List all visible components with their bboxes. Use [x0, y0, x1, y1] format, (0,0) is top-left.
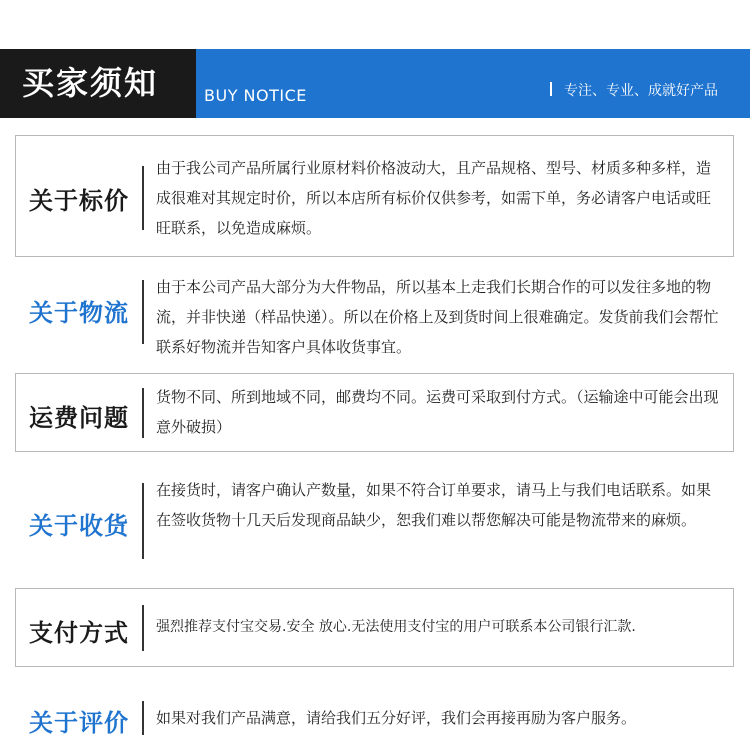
- section-text: 由于本公司产品大部分为大件物品，所以基本上走我们长期合作的可以发往多地的物流，并非快递（样品快递）。所以在价格上及到货时间上很难确定。发货前我们会帮忙联系好物流并告知客户具体收货事宜。: [156, 278, 719, 356]
- section-text: 货物不同、所到地域不同，邮费均不同。运费可采取到付方式。（运输途中可能会出现意外破损）: [156, 388, 719, 436]
- section-label: 关于评价: [29, 709, 129, 737]
- section-review: [15, 690, 734, 746]
- header-divider: [550, 82, 552, 96]
- section-divider: [142, 605, 144, 651]
- section-text: 由于我公司产品所属行业原材料价格波动大，且产品规格、型号、材质多种多样，造成很难对其规定时价，所以本店所有标价仅供参考，如需下单，务必请客户电话或旺旺联系，以免造成麻烦。: [156, 159, 712, 237]
- section-label: 关于物流: [29, 299, 129, 327]
- section-label: 支付方式: [29, 619, 129, 647]
- header-title: 买家须知: [0, 49, 196, 118]
- section-receiving: [15, 470, 734, 570]
- section-text: 强烈推荐支付宝交易.安全 放心.无法使用支付宝的用户可联系本公司银行汇款.: [156, 619, 636, 635]
- section-divider: [142, 280, 144, 344]
- section-label: 运费问题: [29, 404, 129, 432]
- section-divider: [142, 701, 144, 735]
- header-banner: [196, 49, 750, 118]
- section-divider: [142, 388, 144, 438]
- header-slogan: 专注、专业、成就好产品: [564, 83, 718, 99]
- notice-header: [0, 49, 750, 118]
- section-payment: [15, 588, 734, 667]
- section-text: 如果对我们产品满意，请给我们五分好评，我们会再接再励为客户服务。: [156, 709, 637, 727]
- section-label: 关于收货: [29, 512, 129, 540]
- section-pricing: [15, 135, 734, 257]
- section-logistics: [15, 267, 734, 362]
- section-label: 关于标价: [29, 187, 129, 215]
- section-divider: [142, 166, 144, 230]
- section-text: 在接货时，请客户确认产数量，如果不符合订单要求，请马上与我们电话联系。如果在签收货物十几天后发现商品缺少，恕我们难以帮您解决可能是物流带来的麻烦。: [156, 481, 712, 529]
- header-subtitle: BUY NOTICE: [204, 86, 307, 105]
- section-shipping-fee: [15, 373, 734, 452]
- section-divider: [142, 483, 144, 559]
